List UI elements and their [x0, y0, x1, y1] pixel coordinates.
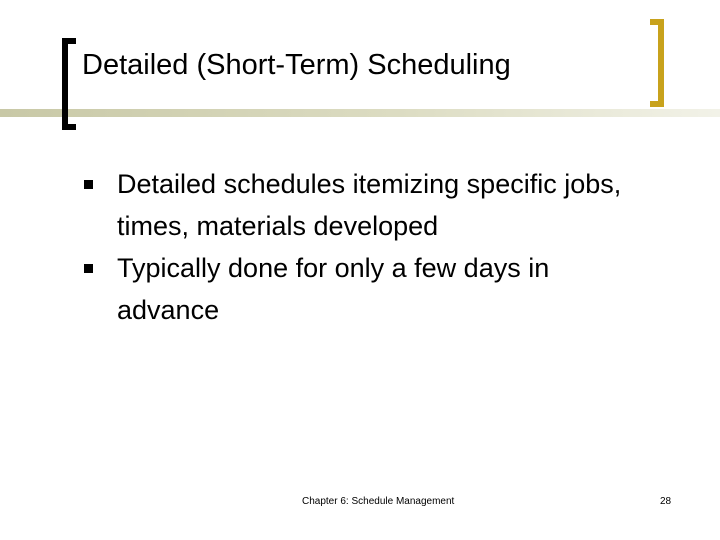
right-bracket-decoration [650, 19, 664, 107]
bullet-item [0, 163, 657, 247]
slide-title: Detailed (Short-Term) Scheduling [82, 49, 511, 81]
square-bullet-icon [84, 180, 93, 189]
page-number: 28 [660, 496, 672, 507]
bullet-text: Typically done for only a few days in advance [117, 253, 550, 325]
bullet-item [0, 247, 657, 331]
slide-footer: Chapter 6: Schedule Management [302, 496, 455, 507]
left-bracket-decoration [62, 38, 76, 130]
square-bullet-icon [84, 264, 93, 273]
bullet-text: Detailed schedules itemizing specific jobs, times, materials developed [117, 169, 622, 241]
bullet-list [0, 163, 720, 331]
title-underline-band [0, 109, 720, 117]
